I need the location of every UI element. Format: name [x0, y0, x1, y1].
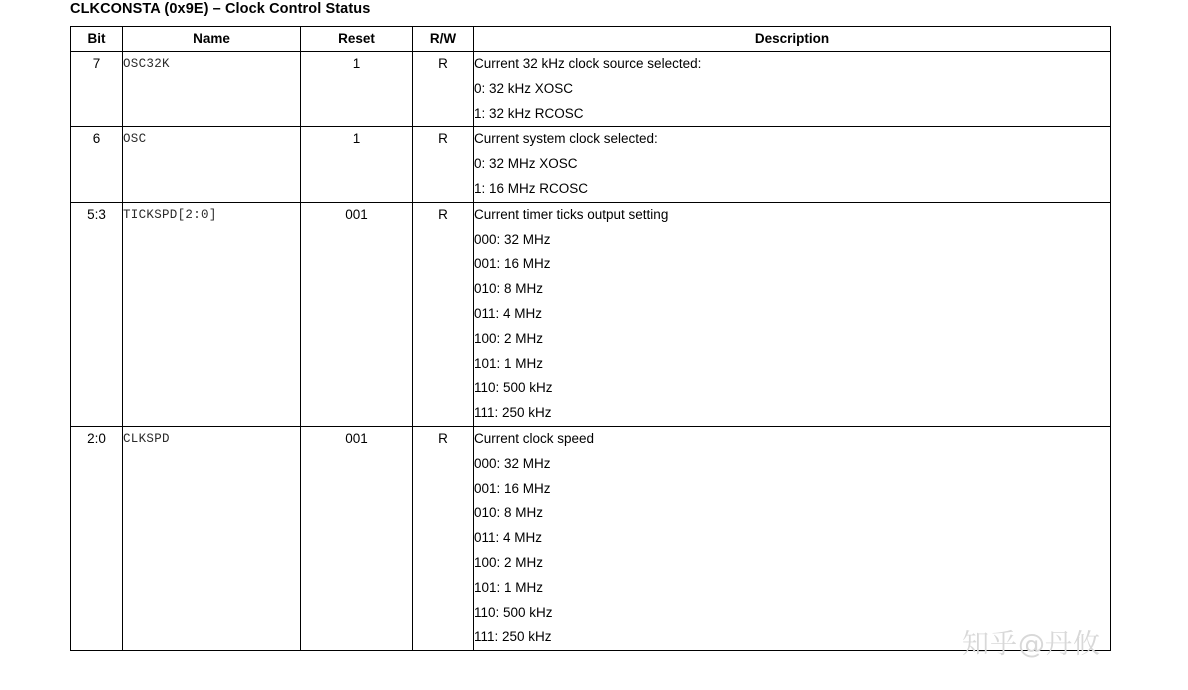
cell-reset: 001 — [301, 202, 413, 426]
description-line: 101: 1 MHz — [474, 579, 544, 595]
description-line: 111: 250 kHz — [474, 405, 552, 421]
description-line: Current system clock selected: — [474, 131, 658, 147]
cell-description — [474, 52, 1111, 127]
description-line: 110: 500 kHz — [474, 604, 553, 620]
description-line: 100: 2 MHz — [474, 330, 544, 346]
cell-bit: 5:3 — [71, 202, 123, 426]
cell-reset: 1 — [301, 127, 413, 202]
table-header-row — [71, 27, 1111, 52]
table-header — [71, 27, 1111, 52]
description-line: 111: 250 kHz — [474, 629, 552, 645]
description-line: 101: 1 MHz — [474, 355, 544, 371]
cell-rw: R — [413, 426, 474, 650]
description-line: 0: 32 MHz XOSC — [474, 156, 578, 172]
cell-rw: R — [413, 127, 474, 202]
description-line: 010: 8 MHz — [474, 505, 544, 521]
cell-rw: R — [413, 52, 474, 127]
watermark-site: 知乎 — [962, 629, 1018, 660]
description-line: Current 32 kHz clock source selected: — [474, 56, 702, 71]
description-line: Current clock speed — [474, 430, 595, 446]
cell-description — [474, 426, 1111, 650]
cell-bit: 2:0 — [71, 426, 123, 650]
description-line: 011: 4 MHz — [474, 305, 543, 321]
cell-description — [474, 202, 1111, 426]
table-row — [71, 426, 1111, 650]
table-row — [71, 202, 1111, 426]
column-header-bit: Bit — [71, 27, 123, 52]
column-header-reset: Reset — [301, 27, 413, 52]
table-body — [71, 52, 1111, 651]
description-line: 1: 16 MHz RCOSC — [474, 180, 589, 196]
cell-description — [474, 127, 1111, 202]
cell-bit: 6 — [71, 127, 123, 202]
description-line: 001: 16 MHz — [474, 256, 551, 272]
page-title: CLKCONSTA (0x9E) – Clock Control Status — [70, 1, 371, 17]
table-row — [71, 52, 1111, 127]
cell-bit: 7 — [71, 52, 123, 127]
description-line: 000: 32 MHz — [474, 455, 551, 471]
cell-reset: 001 — [301, 426, 413, 650]
description-line: 100: 2 MHz — [474, 554, 544, 570]
description-line: 010: 8 MHz — [474, 281, 544, 297]
cell-name: OSC — [123, 127, 301, 202]
description-line: 1: 32 kHz RCOSC — [474, 105, 584, 121]
column-header-description: Description — [474, 27, 1111, 52]
description-line: 001: 16 MHz — [474, 480, 551, 496]
watermark-at-symbol: @ — [1018, 629, 1045, 660]
column-header-name: Name — [123, 27, 301, 52]
register-bit-field-table — [70, 26, 1111, 651]
cell-name: CLKSPD — [123, 426, 301, 650]
table-row — [71, 127, 1111, 202]
column-header-rw: R/W — [413, 27, 474, 52]
description-line: 011: 4 MHz — [474, 530, 543, 546]
description-line: 000: 32 MHz — [474, 231, 551, 247]
cell-name: TICKSPD[2:0] — [123, 202, 301, 426]
description-line: 110: 500 kHz — [474, 380, 553, 396]
cell-name: OSC32K — [123, 52, 301, 127]
description-line: Current timer ticks output setting — [474, 206, 669, 222]
description-line: 0: 32 kHz XOSC — [474, 80, 574, 96]
cell-rw: R — [413, 202, 474, 426]
watermark-username: 丹攸 — [1045, 629, 1101, 660]
cell-reset: 1 — [301, 52, 413, 127]
